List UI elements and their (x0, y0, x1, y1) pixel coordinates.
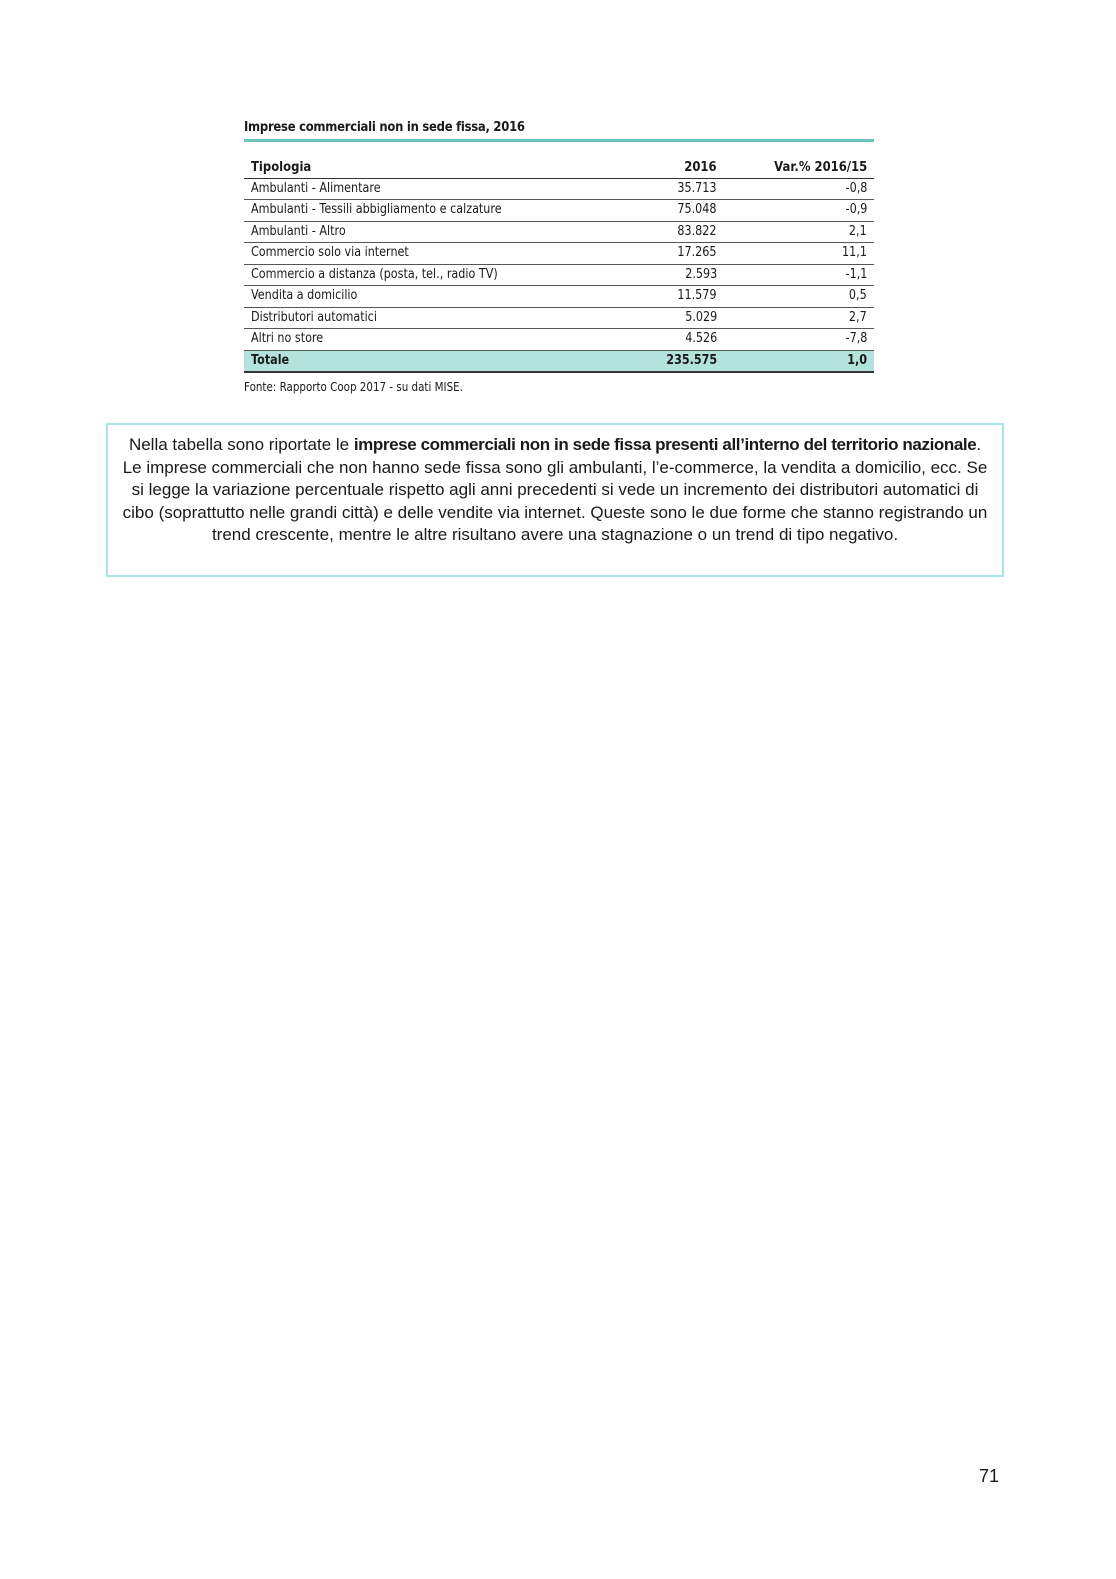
table-row (244, 329, 874, 351)
cell-var: -0,8 (724, 178, 874, 200)
cell-tipologia: Distributori automatici (244, 307, 651, 329)
table-figure (244, 116, 874, 394)
cell-2016: 17.265 (651, 243, 724, 265)
cell-var: 2,7 (724, 307, 874, 329)
page-number: 71 (978, 1466, 999, 1486)
cell-tipologia: Ambulanti - Alimentare (244, 178, 651, 200)
cell-2016: 235.575 (651, 350, 724, 372)
cell-var: 0,5 (724, 286, 874, 308)
cell-var: 1,0 (724, 350, 874, 372)
cell-var: 11,1 (724, 243, 874, 265)
cell-var: 2,1 (724, 221, 874, 243)
cell-tipologia: Ambulanti - Altro (244, 221, 651, 243)
description-highlight: imprese commerciali non in sede fissa presenti all’interno del territorio nazionale (353, 435, 977, 454)
table-row (244, 178, 874, 200)
column-header-var: Var.% 2016/15 (724, 157, 874, 178)
cell-tipologia: Ambulanti - Tessili abbigliamento e calzature (244, 200, 651, 222)
cell-var: -1,1 (724, 264, 874, 286)
table-title: Imprese commerciali non in sede fissa, 2016 (244, 119, 525, 135)
cell-2016: 83.822 (651, 221, 724, 243)
table-row (244, 221, 874, 243)
cell-2016: 11.579 (651, 286, 724, 308)
cell-var: -0,9 (724, 200, 874, 222)
cell-tipologia: Totale (244, 350, 651, 372)
table-source: Fonte: Rapporto Coop 2017 - su dati MISE. (244, 380, 463, 394)
description-intro: Nella tabella sono riportate le (128, 435, 354, 454)
cell-tipologia: Commercio solo via internet (244, 243, 651, 265)
table-row (244, 307, 874, 329)
table-body (244, 178, 874, 372)
cell-2016: 4.526 (651, 329, 724, 351)
cell-var: -7,8 (724, 329, 874, 351)
table-row (244, 200, 874, 222)
cell-tipologia: Vendita a domicilio (244, 286, 651, 308)
column-header-2016: 2016 (651, 157, 724, 178)
description-box (106, 423, 1004, 577)
description-rest: . Le imprese commerciali che non hanno sede fissa sono gli ambulanti, l’e-commerce, la vendita a domicilio, ecc. Se si legge la variazione percentuale rispetto agli anni precedenti si vede un incremento dei distributori automatici di cibo (soprattutto nelle grandi città) e delle vendite via internet. Queste sono le due forme che stanno registrando un trend crescente, mentre le altre risultano avere una stagnazione o un trend di tipo negativo. (122, 435, 988, 544)
cell-2016: 35.713 (651, 178, 724, 200)
cell-2016: 2.593 (651, 264, 724, 286)
cell-tipologia: Commercio a distanza (posta, tel., radio TV) (244, 264, 651, 286)
table-row (244, 264, 874, 286)
title-rule (244, 139, 874, 142)
column-header-tipologia: Tipologia (244, 157, 651, 178)
table-header-row (244, 157, 874, 178)
cell-2016: 75.048 (651, 200, 724, 222)
cell-2016: 5.029 (651, 307, 724, 329)
table-total-row (244, 350, 874, 372)
table-row (244, 286, 874, 308)
cell-tipologia: Altri no store (244, 329, 651, 351)
data-table (244, 157, 874, 373)
table-row (244, 243, 874, 265)
